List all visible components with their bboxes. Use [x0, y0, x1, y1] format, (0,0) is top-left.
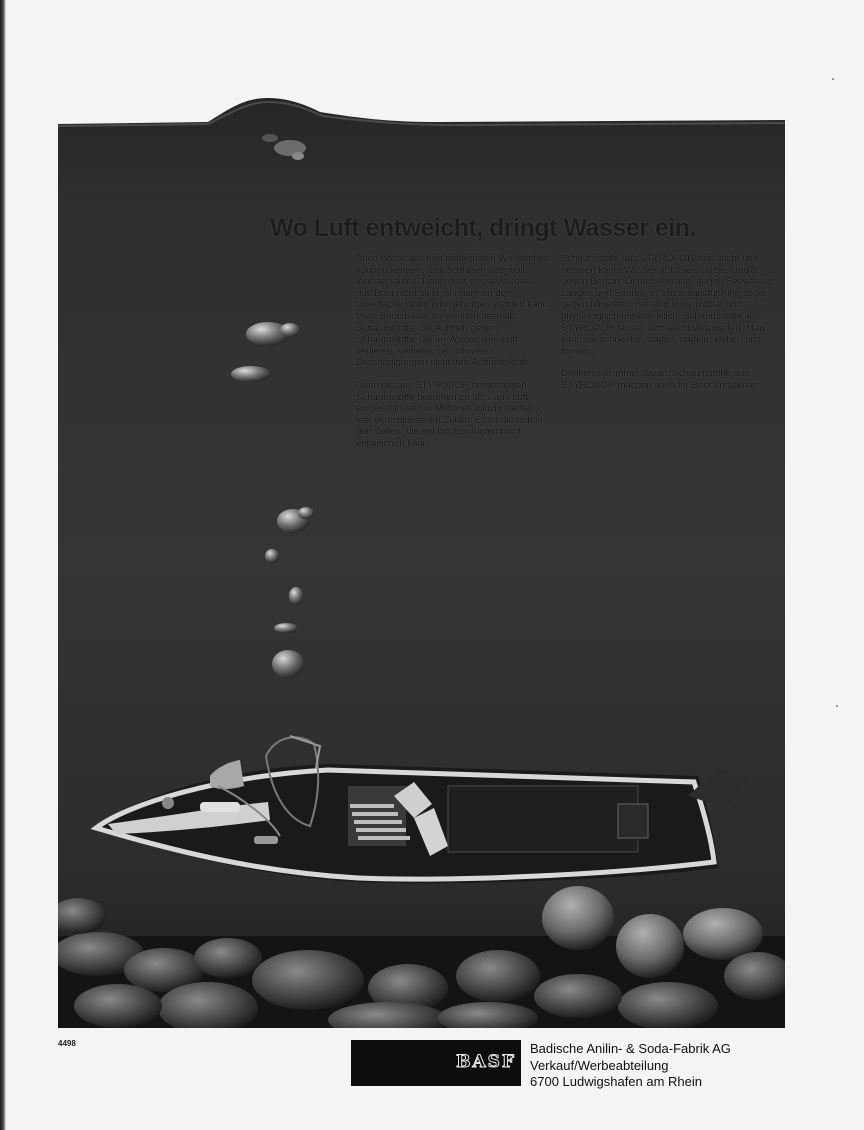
bubble	[274, 623, 298, 633]
company-name: Badische Anilin- & Soda-Fabrik AG	[530, 1041, 731, 1056]
company-address	[530, 1041, 850, 1091]
bubble	[280, 323, 300, 337]
body-paragraph: Denn die aus STYROPOR hergestellten Schaumstoffe bestehen zu 98% aus Luft, eingeschlossen in Millionen winzig kleinen, fest verschlossenen Zellen. Es ist die Luft in den Zellen, die bei Bootsschäden nicht entweichen kann.	[356, 379, 543, 449]
body-paragraph: Denken Sie immer daran: Schaumstoffe aus STYROPOR machen auch Ihr Boot unsinkbar.	[561, 368, 758, 391]
underwater-boat-photo	[58, 96, 785, 1028]
bubble	[272, 650, 304, 678]
company-city: 6700 Ludwigshafen am Rhein	[530, 1074, 703, 1089]
basf-logo-box	[351, 1040, 521, 1086]
bubble	[289, 587, 303, 605]
body-text-left-column	[356, 253, 552, 461]
bubble	[298, 507, 314, 519]
scan-speck	[836, 705, 838, 707]
company-department: Verkauf/Werbeabteilung	[530, 1057, 669, 1073]
page-number: 4498	[58, 1039, 76, 1048]
basf-logo: BASF	[456, 1052, 516, 1072]
bubble	[231, 366, 271, 382]
body-paragraph: Auch Boote aus den modernsten Werkstoffen können kentern, leck schlagen oder voll Wasser laufen. Dann geht es darum, dass das Boot nicht sinkt, sondern an der Oberfläche bleibt und geborgen werden kann. Viele Bootsbauer verwenden deshalb Schaumstoffe, die Auftrieb geben. Schaumstoffe, die im Wasser ihre Luft verlieren, verlieren bei schweren Beschädigungen nicht ihre Auftriebskraft.	[356, 253, 551, 369]
body-text-right-column	[561, 253, 785, 403]
scan-edge	[0, 0, 6, 1130]
bubble	[265, 549, 279, 563]
ad-headline: Wo Luft entweicht, dringt Wasser ein.	[270, 214, 696, 242]
body-paragraph: Schaumstoffe aus STYROPOR sind leicht und nehmen kaum Wasser auf. Sie sind beständig gegen Benzin, Öl und Alterung, gegen Seewasser, Laugen und Säuren, in Spezialausführung sogar gegen Mineralöl. Sie sind unverrottbar und physiologisch unbedenklich. Schaumstoffe aus STYROPOR lassen sich leicht verarbeiten. Man kann sie schneiden, sägen, nageln, kleben und formen.	[561, 253, 776, 357]
scan-speck	[832, 78, 834, 80]
